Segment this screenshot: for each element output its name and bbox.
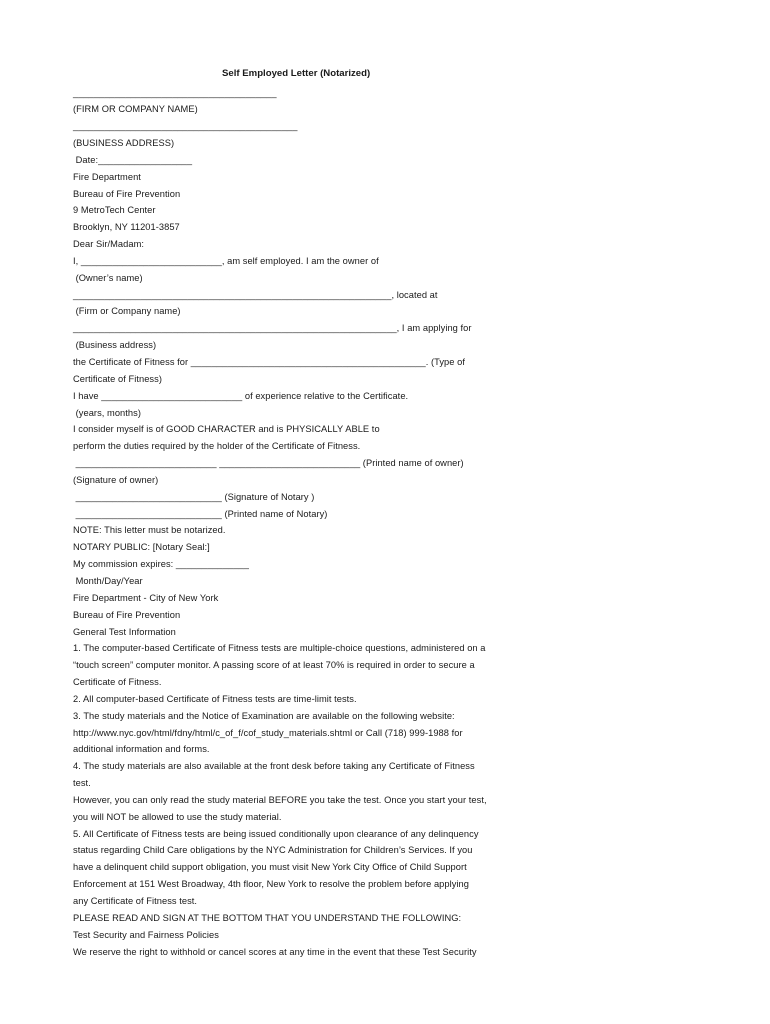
document-line: 5. All Certificate of Fitness tests are being issued conditionally upon clearance of any delinquency <box>73 828 479 839</box>
document-line: PLEASE READ AND SIGN AT THE BOTTOM THAT YOU UNDERSTAND THE FOLLOWING: <box>73 912 462 923</box>
document-line: (Owner’s name) <box>73 272 143 283</box>
document-line: ______________________________________________________________, I am applying for <box>73 323 472 334</box>
document-line: My commission expires: ______________ <box>73 559 250 570</box>
document-line: (FIRM OR COMPANY NAME) <box>73 104 198 115</box>
document-line: Brooklyn, NY 11201-3857 <box>73 222 180 233</box>
document-line: Certificate of Fitness) <box>73 373 162 384</box>
document-line: test. <box>73 778 91 789</box>
document-line: _____________________________________________________________, located at <box>73 289 438 300</box>
document-line: any Certificate of Fitness test. <box>73 896 198 906</box>
document-line: additional information and forms. <box>73 744 210 755</box>
document-line: NOTE: This letter must be notarized. <box>73 525 226 536</box>
document-line: you will NOT be allowed to use the study material. <box>73 811 282 822</box>
document-line: ___________________________________________ <box>73 121 298 132</box>
document-line: Month/Day/Year <box>73 575 143 586</box>
document-line: (Business address) <box>73 340 157 351</box>
document-line: 9 MetroTech Center <box>73 205 156 216</box>
document-line: ____________________________ (Signature of Notary ) <box>73 491 315 502</box>
document-line: (Firm or Company name) <box>73 306 181 317</box>
document-line: the Certificate of Fitness for _____________________________________________. (Type of <box>73 357 465 367</box>
document-line: ___________________________ ___________________________ (Printed name of owner) <box>73 458 464 469</box>
document-line: General Test Information <box>73 626 176 637</box>
document-line: Date:__________________ <box>73 154 193 165</box>
document-line: We reserve the right to withhold or cancel scores at any time in the event that these Test Security <box>73 946 477 957</box>
document-line: status regarding Child Care obligations by the NYC Administration for Children’s Services. If you <box>73 845 473 856</box>
document-line: (BUSINESS ADDRESS) <box>73 138 175 149</box>
document-line: Bureau of Fire Prevention <box>73 188 181 199</box>
document-line: 3. The study materials and the Notice of Examination are available on the following website: <box>73 710 455 721</box>
document-line: Test Security and Fairness Policies <box>73 929 219 940</box>
document-line: Dear Sir/Madam: <box>73 239 145 250</box>
document-line: (Signature of owner) <box>73 474 159 485</box>
document-line: have a delinquent child support obligation, you must visit New York City Office of Child Support <box>73 862 467 873</box>
document-line: http://www.nyc.gov/html/fdny/html/c_of_f/cof_study_materials.shtml or Call (718) 999-1988 for <box>73 727 463 738</box>
document-line: I consider myself is of GOOD CHARACTER and is PHYSICALLY ABLE to <box>73 424 380 435</box>
document-body <box>73 85 543 961</box>
document-line: Certificate of Fitness. <box>73 677 162 688</box>
document-line: “touch screen” computer monitor. A passing score of at least 70% is required in order to secure a <box>73 660 475 671</box>
document-line: However, you can only read the study material BEFORE you take the test. Once you start your test, <box>73 794 487 805</box>
document-line: 2. All computer-based Certificate of Fitness tests are time-limit tests. <box>73 693 357 704</box>
document-line: NOTARY PUBLIC: [Notary Seal:] <box>73 542 210 553</box>
document-line: _______________________________________ <box>73 87 277 98</box>
document-line: Enforcement at 151 West Broadway, 4th floor, New York to resolve the problem before applying <box>73 879 469 890</box>
document-line: (years, months) <box>73 407 141 418</box>
document-line: I have ___________________________ of experience relative to the Certificate. <box>73 390 409 401</box>
document-line: Fire Department <box>73 171 141 182</box>
document-line: I, ___________________________, am self employed. I am the owner of <box>73 255 379 266</box>
document-line: ____________________________ (Printed name of Notary) <box>73 508 328 519</box>
document-line: 4. The study materials are also available at the front desk before taking any Certificate of Fitness <box>73 761 475 772</box>
document-line: perform the duties required by the holder of the Certificate of Fitness. <box>73 441 361 452</box>
document-line: 1. The computer-based Certificate of Fitness tests are multiple-choice questions, administered on a <box>73 643 486 654</box>
document-title: Self Employed Letter (Notarized) <box>222 68 371 79</box>
document-line: Bureau of Fire Prevention <box>73 609 181 620</box>
document-line: Fire Department - City of New York <box>73 592 219 603</box>
